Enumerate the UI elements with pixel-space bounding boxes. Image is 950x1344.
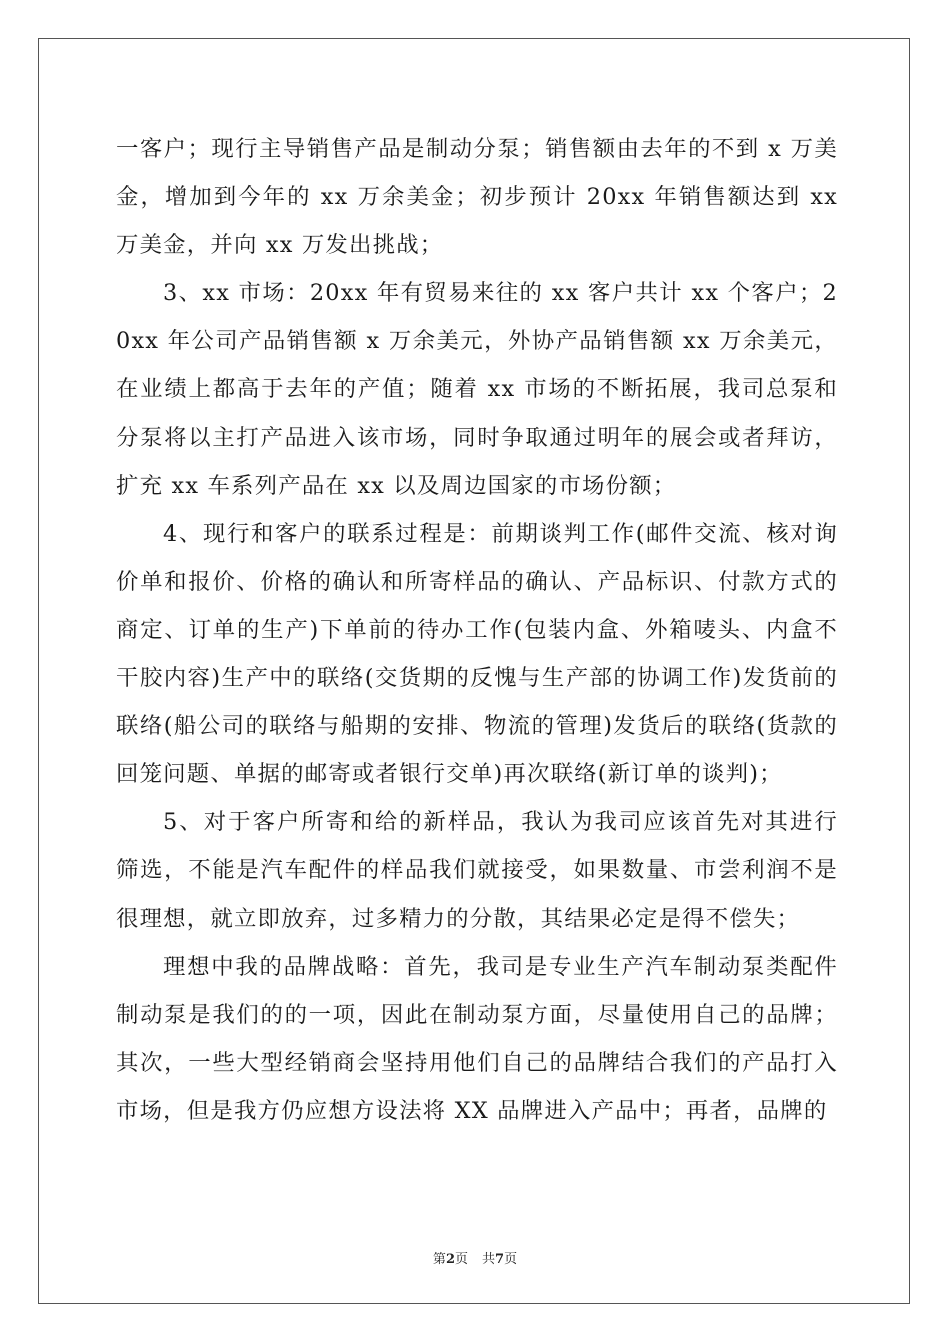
page-footer: [0, 1248, 950, 1267]
document-body: [116, 125, 838, 1135]
page-number: 2: [445, 1252, 455, 1267]
total-pages: 7: [495, 1252, 505, 1267]
paragraph-4: 5、对于客户所寄和给的新样品，我认为我司应该首先对其进行筛选，不能是汽车配件的样品我们就接受，如果数量、市尝利润不是很理想，就立即放弃，过多精力的分散，其结果必定是得不偿失；: [116, 809, 838, 932]
paragraph-3: 4、现行和客户的联系过程是：前期谈判工作(邮件交流、核对询价单和报价、价格的确认和所寄样品的确认、产品标识、付款方式的商定、订单的生产)下单前的待办工作(包装内盒、外箱唛头、内盒不干胶内容)生产中的联络(交货期的反愧与生产部的协调工作)发货前的联络(船公司的联络与船期的安排、物流的管理)发货后的联络(货款的回笼问题、单据的邮寄或者银行交单)再次联络(新订单的谈判)；: [116, 520, 838, 788]
total-prefix: 共: [482, 1252, 496, 1267]
total-suffix: 页: [504, 1252, 518, 1267]
paragraph-5: 理想中我的品牌战略：首先，我司是专业生产汽车制动泵类配件制动泵是我们的的一项，因此在制动泵方面，尽量使用自己的品牌；其次，一些大型经销商会坚持用他们自己的品牌结合我们的产品打入市场，但是我方仍应想方设法将 XX 品牌进入产品中；再者，品牌的: [116, 953, 838, 1124]
page-prefix: 第: [432, 1252, 446, 1267]
paragraph-2: 3、xx 市场：20xx 年有贸易来往的 xx 客户共计 xx 个客户；20xx 年公司产品销售额 x 万余美元，外协产品销售额 xx 万余美元，在业绩上都高于去年的产值；随着 xx 市场的不断拓展，我司总泵和分泵将以主打产品进入该市场，同时争取通过明年的展会或者拜访，扩充 xx 车系列产品在 xx 以及周边国家的市场份额；: [116, 280, 838, 499]
paragraph-1: 一客户；现行主导销售产品是制动分泵；销售额由去年的不到 x 万美金，增加到今年的 xx 万余美金；初步预计 20xx 年销售额达到 xx 万美金，并向 xx 万发出挑战；: [116, 136, 838, 259]
page-suffix: 页: [454, 1252, 468, 1267]
